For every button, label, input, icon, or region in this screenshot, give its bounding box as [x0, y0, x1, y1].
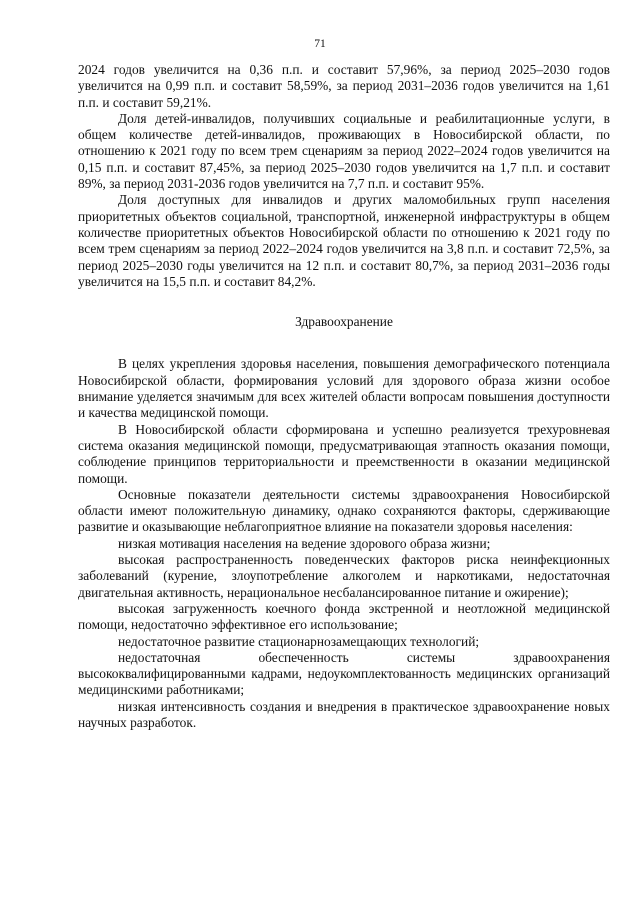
- page-number: 71: [314, 38, 326, 50]
- paragraph-three-level-system: В Новосибирской области сформирована и успешно реализуется трехуровневая система оказания медицинской помощи, предусматривающая этапность оказания помощи, соблюдение принципов территориальности и преемственности в оказании медицинской помощи.: [78, 421, 610, 486]
- list-item-bed-fund-load: высокая загруженность коечного фонда экстренной и неотложной медицинской помощи, недостаточно эффективное его использование;: [78, 600, 610, 633]
- list-item-staffing: недостаточная обеспеченность системы здравоохранения высококвалифицированными кадрами, недоукомплектованность медицинских организаций медицинскими работниками;: [78, 649, 610, 698]
- paragraph-accessible-facilities: Доля доступных для инвалидов и других маломобильных групп населения приоритетных объектов социальной, транспортной, инженерной инфраструктуры в общем количестве приоритетных объектов Новосибирской области по отношению к 2021 году по всем трем сценариям за период 2022–2024 годов увеличится на 3,8 п.п. и составит 72,5%, за период 2025–2030 годы увеличится на 12 п.п. и составит 80,7%, за период 2031–2036 годы увеличится на 15,5 п.п. и составит 84,2%.: [78, 192, 610, 289]
- paragraph-key-indicators: Основные показатели деятельности системы здравоохранения Новосибирской области имеют положительную динамику, однако сохраняются факторы, сдерживающие развитие и оказывающие неблагоприятное влияние на показатели здоровья населения:: [78, 486, 610, 535]
- paragraph-disabled-children-services: Доля детей-инвалидов, получивших социальные и реабилитационные услуги, в общем количестве детей-инвалидов, проживающих в Новосибирской области, по отношению к 2021 году по всем трем сценариям за период 2022–2024 годов увеличится на 0,15 п.п. и составит 87,45%, за период 2025–2030 годов увеличится на 1,7 п.п. и составит 89%, за период 2031-2036 годов увеличится на 7,7 п.п. и составит 95%.: [78, 110, 610, 192]
- list-item-low-motivation: низкая мотивация населения на ведение здорового образа жизни;: [118, 535, 491, 551]
- paragraph-health-goals: В целях укрепления здоровья населения, повышения демографического потенциала Новосибирской области, формирования условий для здорового образа жизни особое внимание уделяется значимым для всех жителей области вопросам повышения доступности и качества медицинской помощи.: [78, 356, 610, 421]
- list-item-replacement-technologies: недостаточное развитие стационарнозамещающих технологий;: [118, 633, 480, 649]
- section-heading: Здравоохранение: [295, 314, 393, 330]
- page-body: [78, 62, 610, 731]
- list-item-research-intensity: низкая интенсивность создания и внедрения в практическое здравоохранение новых научных разработок.: [78, 698, 610, 730]
- paragraph-continuation: 2024 годов увеличится на 0,36 п.п. и составит 57,96%, за период 2025–2030 годов увеличится на 0,99 п.п. и составит 58,59%, за период 2031–2036 годов увеличится на 1,61 п.п. и составит 59,21%.: [78, 62, 610, 110]
- list-item-risk-factors: высокая распространенность поведенческих факторов риска неинфекционных заболеваний (курение, злоупотребление алкоголем и наркотиками, недостаточная двигательная активность, нерациональное несбалансированное питание и ожирение);: [78, 552, 610, 600]
